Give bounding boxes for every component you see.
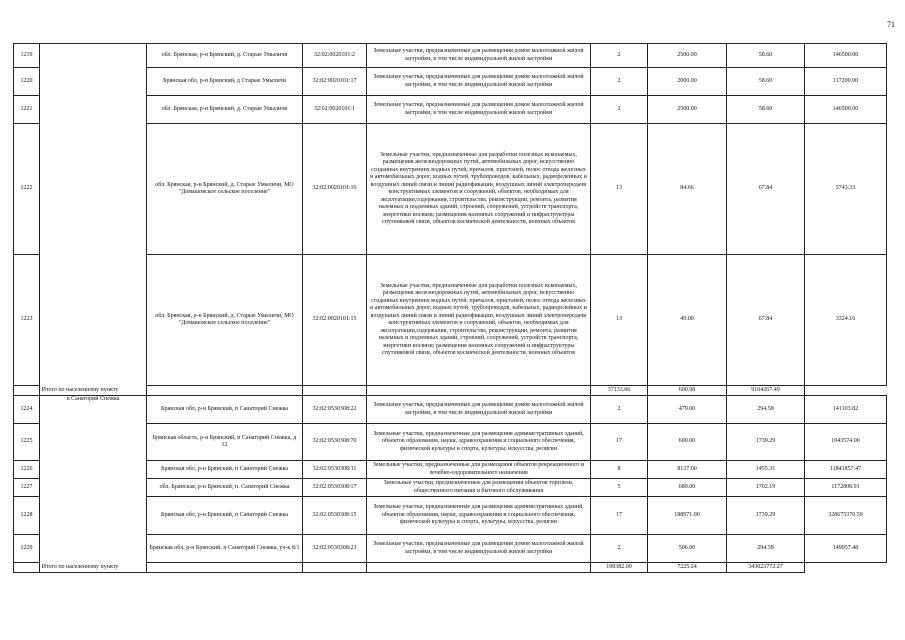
land-use-cell: Земельные участки, предназначенные для разработки полезных ископаемых, размещения железнодорожных путей, автомобильных дорог, искусственно созданных внутренних водных путей, причалов, пристаней, полос отвода железных и автомобильных дорог, водных путей, трубопроводов, кабельных, радиорелейных и воздушных линий связи и линий радиофикации, воздушных линий электропередачи конструктивных элементов и сооружений, объектов, необходимых для эксплуатации,содержания, строительства, реконструкции, ремонта, развития наземных и подземных зданий, строений, сооружений, устройств транспорта, энергетики иосвязи; размещения наземных сооружений и инфраструктуры спутниковой связи, объектов космической деятельности, военных объектов xyxy=(367,124,591,255)
empty-cell xyxy=(147,386,303,396)
area-cell: 2000.00 xyxy=(648,68,727,96)
row-number: 1226 xyxy=(14,461,40,479)
subtotal-value: 343023772.27 xyxy=(727,563,805,573)
row-number: 1225 xyxy=(14,424,40,461)
subtotal-row xyxy=(14,563,887,573)
table-row xyxy=(14,44,887,68)
land-use-cell: Земельные участки, предназначенные для размещения домов малоэтажной жилой застройки, в том числе индивидуальной жилой застройки xyxy=(367,535,591,563)
rate-cell: 1739.29 xyxy=(727,424,805,461)
group-cell: 17 xyxy=(591,497,648,535)
address-cell: Брянская обл, р-н Брянский, п Санаторий Снежка xyxy=(147,497,303,535)
rate-cell: 58.60 xyxy=(727,96,805,124)
empty-cell xyxy=(147,563,303,573)
rate-cell: 294.58 xyxy=(727,535,805,563)
row-number: 1228 xyxy=(14,497,40,535)
area-cell: 600.00 xyxy=(648,424,727,461)
rate-cell: 58.60 xyxy=(727,68,805,96)
value-cell: 1043574.00 xyxy=(805,424,887,461)
rate-cell: 67.84 xyxy=(727,255,805,386)
table-row xyxy=(14,396,887,424)
land-use-cell: Земельные участки, предназначенные для размещения домов малоэтажной жилой застройки, в том числе индивидуальной жилой застройки xyxy=(367,44,591,68)
value-cell: 5743.33 xyxy=(805,124,887,255)
subtotal-label: Итого по населенному пункту xyxy=(14,386,147,396)
area-cell: 49.00 xyxy=(648,255,727,386)
row-number: 1223 xyxy=(14,255,40,386)
address-cell: обл. Брянская, р-н Брянский, д. Старые Умыличи xyxy=(147,44,303,68)
value-cell: 1172808.91 xyxy=(805,479,887,497)
cadastral-number-cell: 32:02:0020101:17 xyxy=(303,68,367,96)
address-cell: обл. Брянская, р-н Брянский, д. Старые Умыличи, МО "Домашовское сельское поселение" xyxy=(147,255,303,386)
land-use-cell: Земельные участки, предназначенные для размещения административных зданий, объектов образования, науки, здравоохранения и социального обеспечения, физической культуры и спорта, культуры, искусства, религии xyxy=(367,424,591,461)
value-cell: 149057.48 xyxy=(805,535,887,563)
row-number: 1219 xyxy=(14,44,40,68)
cadastral-number-cell: 32:02:0020101:16 xyxy=(303,124,367,255)
subtotal-value: 9104267.49 xyxy=(727,386,805,396)
value-cell: 11841857.47 xyxy=(805,461,887,479)
land-use-cell: Земельные участки, предназначенные для размещения объектов рекреационного и лечебно-оздоровительного назначения xyxy=(367,461,591,479)
address-cell: Брянская обл, р-н Брянский, п Санаторий Снежка xyxy=(147,396,303,424)
area-cell: 84.66 xyxy=(648,124,727,255)
rate-cell: 1702.19 xyxy=(727,479,805,497)
row-number: 1221 xyxy=(14,96,40,124)
page-number: 71 xyxy=(887,20,895,29)
land-use-cell: Земельные участки, предназначенные для размещения административных зданий, объектов образования, науки, здравоохранения и социального обеспечения, физической культуры и спорта, культуры, искусства, религии xyxy=(367,497,591,535)
group-cell: 2 xyxy=(591,68,648,96)
group-cell: 13 xyxy=(591,255,648,386)
group-cell: 17 xyxy=(591,424,648,461)
subtotal-area: 199382.00 xyxy=(591,563,648,573)
group-cell: 5 xyxy=(591,479,648,497)
cadastral-number-cell: 32:02:0020101:1 xyxy=(303,96,367,124)
rate-cell: 1455.31 xyxy=(727,461,805,479)
rate-cell: 58.60 xyxy=(727,44,805,68)
address-cell: Брянская обл, р-н Брянский, п Санаторий Снежка xyxy=(147,461,303,479)
row-number: 1227 xyxy=(14,479,40,497)
cadastral-number-cell: 32:02:0530308:22 xyxy=(303,396,367,424)
area-cell: 479.00 xyxy=(648,396,727,424)
empty-cell xyxy=(303,563,367,573)
empty-cell xyxy=(367,386,591,396)
subtotal-area: 37133.66 xyxy=(591,386,648,396)
address-cell: обл. Брянская, р-н Брянский, п. Санаторий Снежка xyxy=(147,479,303,497)
address-cell: Брянская обл, р-н Брянский, п Санаторий Снежка, уч-к 8/1 xyxy=(147,535,303,563)
area-cell: 689.00 xyxy=(648,479,727,497)
row-number: 1220 xyxy=(14,68,40,96)
address-cell: обл. Брянская, р-н Брянский, д. Старые Умыличи xyxy=(147,96,303,124)
land-use-cell: Земельные участки, предназначенные для размещения домов малоэтажной жилой застройки, в том числе индивидуальной жилой застройки xyxy=(367,96,591,124)
rate-cell: 294.58 xyxy=(727,396,805,424)
subtotal-label: Итого по населенному пункту xyxy=(14,563,147,573)
subtotal-rate: 600.98 xyxy=(648,386,727,396)
land-use-cell: Земельные участки, предназначенные для размещения домов малоэтажной жилой застройки, в том числе индивидуальной жилой застройки xyxy=(367,68,591,96)
row-number: 1229 xyxy=(14,535,40,563)
address-cell: Брянская область, р-н Брянский, п Санаторий Снежка, д 12 xyxy=(147,424,303,461)
cadastral-value-table xyxy=(13,43,887,573)
cadastral-number-cell: 32:02:0530308:23 xyxy=(303,535,367,563)
rate-cell: 67.84 xyxy=(727,124,805,255)
address-cell: Брянская обл, р-н Брянский, д Старые Умыличи xyxy=(147,68,303,96)
value-cell: 141103.82 xyxy=(805,396,887,424)
group-cell: 2 xyxy=(591,535,648,563)
group-cell: 2 xyxy=(591,396,648,424)
settlement-cell: п Санаторий Снежка xyxy=(40,396,147,573)
area-cell: 188971.00 xyxy=(648,497,727,535)
area-cell: 2500.00 xyxy=(648,96,727,124)
value-cell: 146500.00 xyxy=(805,96,887,124)
empty-cell xyxy=(303,386,367,396)
value-cell: 3324.16 xyxy=(805,255,887,386)
group-cell: 13 xyxy=(591,124,648,255)
cadastral-number-cell: 32:02:0020101:2 xyxy=(303,44,367,68)
land-use-cell: Земельные участки, предназначенные для размещения домов малоэтажной жилой застройки, в том числе индивидуальной жилой застройки xyxy=(367,396,591,424)
subtotal-rate: 7225.24 xyxy=(648,563,727,573)
row-number: 1222 xyxy=(14,124,40,255)
land-use-cell: Земельные участки, предназначенные для размещения объектов торговли, общественного питания и бытового обслуживания xyxy=(367,479,591,497)
area-cell: 8137.00 xyxy=(648,461,727,479)
cadastral-number-cell: 32:02:0530308:70 xyxy=(303,424,367,461)
value-cell: 146500.00 xyxy=(805,44,887,68)
cadastral-number-cell: 32:02:0530308:11 xyxy=(303,461,367,479)
value-cell: 117200.00 xyxy=(805,68,887,96)
area-cell: 2500.00 xyxy=(648,44,727,68)
cadastral-number-cell: 32:02:0530308:17 xyxy=(303,479,367,497)
subtotal-row xyxy=(14,386,887,396)
cadastral-number-cell: 32:02:0020101:15 xyxy=(303,255,367,386)
land-use-cell: Земельные участки, предназначенные для разработки полезных ископаемых, размещения железнодорожных путей, автомобильных дорог, искусственно созданных внутренних водных путей, причалов, пристаней, полос отвода железных и автомобильных дорог, водных путей, трубопроводов, кабельных, радиорелейных и воздушных линий связи и линий радиофикации, воздушных линий электропередачи конструктивных элементов и сооружений, объектов, необходимых для эксплуатации,содержания, строительства, реконструкции, ремонта, развития наземных и подземных зданий, строений, сооружений, устройств транспорта, энергетики иосвязи; размещения наземных сооружений и инфраструктуры спутниковой связи, объектов космической деятельности, военных объектов xyxy=(367,255,591,386)
rate-cell: 1739.29 xyxy=(727,497,805,535)
empty-cell xyxy=(367,563,591,573)
settlement-cell xyxy=(40,44,147,396)
group-cell: 2 xyxy=(591,96,648,124)
area-cell: 506.00 xyxy=(648,535,727,563)
row-number: 1224 xyxy=(14,396,40,424)
group-cell: 8 xyxy=(591,461,648,479)
address-cell: обл. Брянская, р-н Брянский, д. Старые Умыличи, МО "Домашовское сельское поселение" xyxy=(147,124,303,255)
group-cell: 2 xyxy=(591,44,648,68)
cadastral-number-cell: 32:02:0530308:15 xyxy=(303,497,367,535)
value-cell: 328675370.59 xyxy=(805,497,887,535)
